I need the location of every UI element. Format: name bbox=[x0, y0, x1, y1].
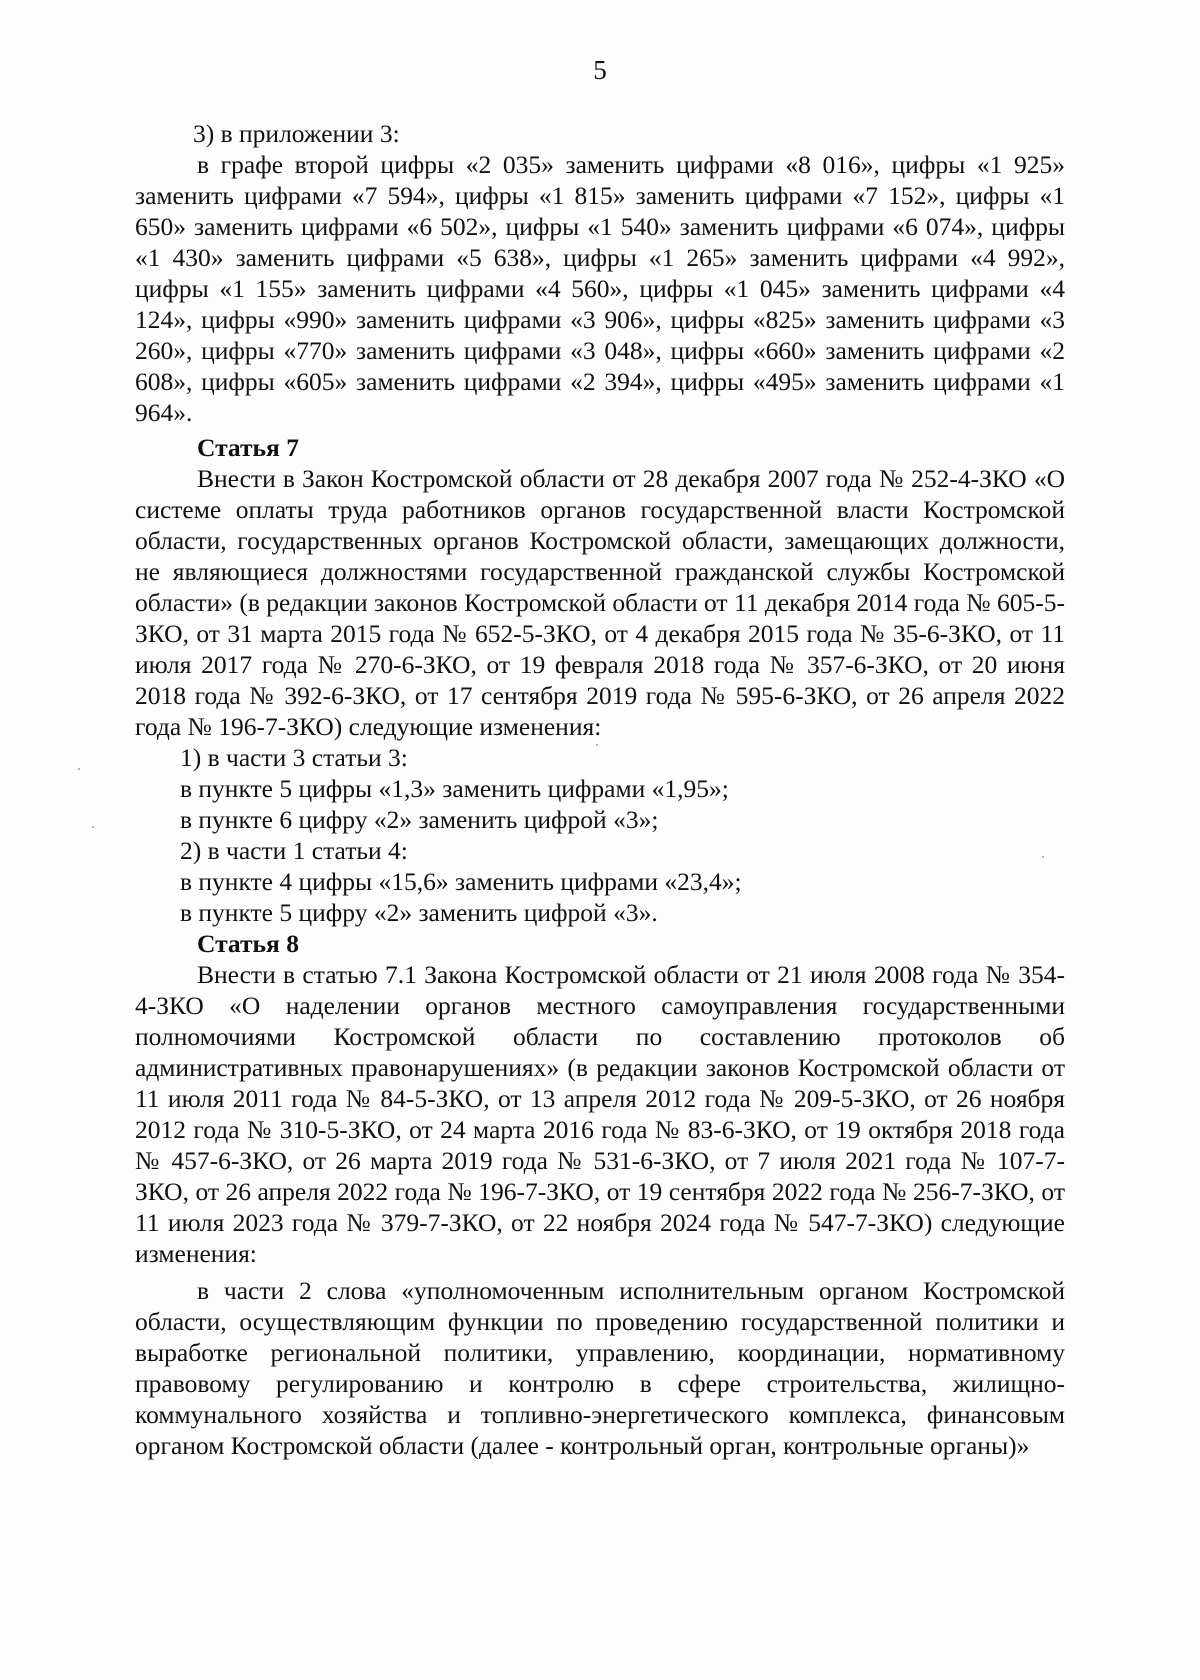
article-7-item-1-a: в пункте 5 цифры «1,3» заменить цифрами «1,95»; bbox=[180, 774, 729, 803]
scan-speckle bbox=[92, 826, 94, 828]
article-7-item-1-b: в пункте 6 цифру «2» заменить цифрой «3»; bbox=[180, 805, 659, 834]
article-8-heading: Статья 8 bbox=[197, 929, 299, 958]
article-7-item-2-b: в пункте 5 цифру «2» заменить цифрой «3». bbox=[180, 898, 658, 927]
article-7-heading: Статья 7 bbox=[197, 433, 299, 462]
page-number: 5 bbox=[593, 55, 607, 85]
appendix-body: в графе второй цифры «2 035» заменить цифрами «8 016», цифры «1 925» заменить цифрами «7 594», цифры «1 815» заменить цифрами «7 152», цифры «1 650» заменить цифрами «6 502», цифры «1 540» заменить цифрами «6 074», цифры «1 430» заменить цифрами «5 638», цифры «1 265» заменить цифрами «4 992», цифры «1 155» заменить цифрами «4 560», цифры «1 045» заменить цифрами «4 124», цифры «990» заменить цифрами «3 906», цифры «825» заменить цифрами «3 260», цифры «770» заменить цифрами «3 048», цифры «660» заменить цифрами «2 608», цифры «605» заменить цифрами «2 394», цифры «495» заменить цифрами «1 964». bbox=[135, 150, 1065, 427]
article-7-item-2: 2) в части 1 статьи 4: bbox=[180, 836, 408, 865]
article-7-item-1: 1) в части 3 статьи 3: bbox=[180, 743, 408, 772]
article-8-section bbox=[135, 928, 1065, 1461]
scan-speckle bbox=[596, 744, 598, 746]
article-7-item-2-a: в пункте 4 цифры «15,6» заменить цифрами «23,4»; bbox=[180, 867, 742, 896]
appendix-section bbox=[135, 118, 1065, 428]
article-8-intro: Внести в статью 7.1 Закона Костромской области от 21 июля 2008 года № 354-4-ЗКО «О наделении органов местного самоуправления государственными полномочиями Костромской области по составлению протоколов об административных правонарушениях» (в редакции законов Костромской области от 11 июля 2011 года № 84-5-ЗКО, от 13 апреля 2012 года № 209-5-ЗКО, от 26 ноября 2012 года № 310-5-ЗКО, от 24 марта 2016 года № 83-6-ЗКО, от 19 октября 2018 года № 457-6-ЗКО, от 26 марта 2019 года № 531-6-ЗКО, от 7 июля 2021 года № 107-7-ЗКО, от 26 апреля 2022 года № 196-7-ЗКО, от 19 сентября 2022 года № 256-7-ЗКО, от 11 июля 2023 года № 379-7-ЗКО, от 22 ноября 2024 года № 547-7-ЗКО) следующие изменения: bbox=[135, 960, 1065, 1268]
scan-speckle bbox=[78, 768, 80, 770]
article-7-intro: Внести в Закон Костромской области от 28 декабря 2007 года № 252-4-ЗКО «О системе оплаты труда работников органов государственной власти Костромской области, государственных органов Костромской области, замещающих должности, не являющиеся должностями государственной гражданской службы Костромской области» (в редакции законов Костромской области от 11 декабря 2014 года № 605-5-ЗКО, от 31 марта 2015 года № 652-5-ЗКО, от 4 декабря 2015 года № 35-6-ЗКО, от 11 июля 2017 года № 270-6-ЗКО, от 19 февраля 2018 года № 357-6-ЗКО, от 20 июня 2018 года № 392-6-ЗКО, от 17 сентября 2019 года № 595-6-ЗКО, от 26 апреля 2022 года № 196-7-ЗКО) следующие изменения: bbox=[135, 464, 1065, 741]
scan-speckle bbox=[1042, 856, 1044, 858]
article-8-body: в части 2 слова «уполномоченным исполнительным органом Костромской области, осуществляющим функции по проведению государственной политики и выработке региональной политики, управлению, координации, нормативному правовому регулированию и контролю в сфере строительства, жилищно-коммунального хозяйства и топливно-энергетического комплекса, финансовым органом Костромской области (далее - контрольный орган, контрольные органы)» bbox=[135, 1276, 1065, 1460]
article-7-section bbox=[135, 432, 1065, 928]
appendix-item-label: 3) в приложении 3: bbox=[193, 119, 400, 148]
